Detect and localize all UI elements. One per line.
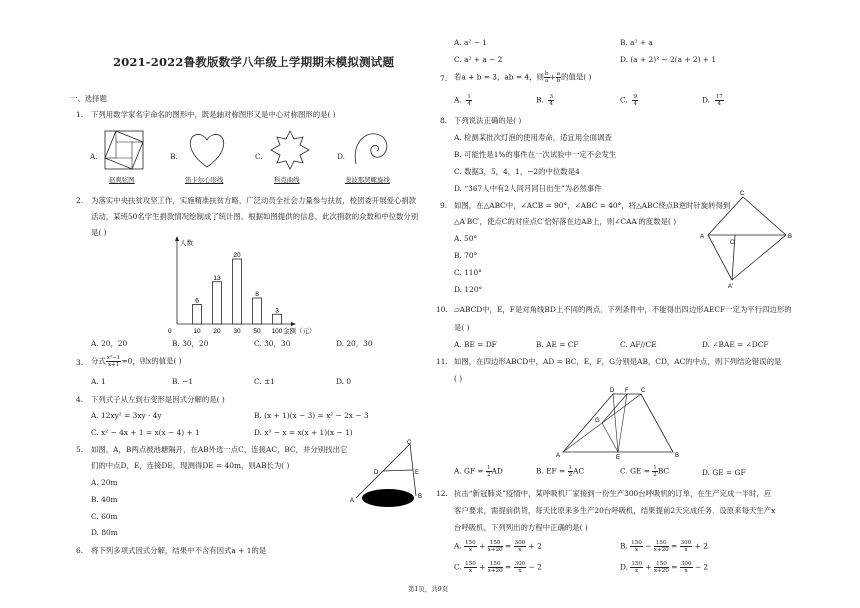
- koch-snowflake-figure: [270, 130, 310, 170]
- q12-a-fraction: [464, 540, 477, 553]
- q12-number: 12.: [436, 489, 448, 498]
- q12-fraction-denominator: x: [518, 568, 522, 574]
- q12-option-c[interactable]: [454, 561, 542, 574]
- q12-option-letter: B.: [620, 541, 631, 551]
- q12-fraction-denominator: x+20: [487, 568, 503, 574]
- q6-option-d[interactable]: D. (a + 2)² − 2(a + 2) + 1: [620, 55, 717, 64]
- q11-a-den: 2: [486, 472, 491, 478]
- q12-fraction-denominator: x: [635, 568, 639, 574]
- chart-x-arrow: [291, 322, 296, 326]
- q7-option-d[interactable]: [702, 94, 724, 107]
- chart-bar: [273, 314, 282, 324]
- q7-number: 7.: [440, 74, 448, 83]
- q7-c-num: 9: [633, 94, 638, 100]
- q5-stem-line2: 们的中点D，E，连接DE，现测得DE = 40m，则AB长为( ): [91, 461, 290, 470]
- chart-bar: [253, 298, 262, 324]
- q1-caption-d: 斐波那契螺旋线: [345, 176, 390, 184]
- rotation-triangle-figure: [700, 188, 800, 288]
- q11-label-e: E: [616, 455, 621, 461]
- chart-value-label: 13: [213, 274, 221, 282]
- q1-caption-a: 赵爽弦图: [109, 176, 135, 184]
- q12-fraction-numerator: 150: [631, 561, 643, 567]
- donation-bar-chart: [165, 236, 335, 336]
- q10-stem-line1: ▱ABCD中，E，F是对角线BD上不同的两点．下列条件中，不能得出四边形AECF一定为平行四边形的: [454, 305, 792, 314]
- q8-number: 8.: [440, 116, 448, 125]
- q12-fraction-denominator: x: [518, 547, 522, 553]
- q12-equals: =: [668, 562, 680, 572]
- q7-d-num: 17: [715, 94, 723, 100]
- q12-operator: +: [643, 562, 654, 572]
- q1-option-d[interactable]: D.: [337, 152, 346, 161]
- q7-option-b[interactable]: [536, 94, 554, 107]
- q8-option-a[interactable]: A. 检测某批次灯泡的使用寿命，适宜用全面调查: [454, 133, 612, 142]
- q12-a-fraction: [514, 540, 527, 553]
- q6-option-a[interactable]: A. a² − 1: [454, 38, 487, 47]
- q7-f2-num: a: [556, 71, 561, 77]
- q1-stem: 下列用数学家名字命名的图形中，既是轴对称图形又是中心对称图形的是( ): [91, 110, 336, 119]
- q12-fraction-numerator: 300: [680, 561, 692, 567]
- q10-option-c[interactable]: C. AF//CE: [620, 340, 657, 349]
- q2-option-a[interactable]: A. 20，20: [91, 339, 128, 348]
- q6-number: 6.: [76, 546, 84, 555]
- q12-c-fraction: [488, 561, 503, 574]
- q12-stem-line1: 抗击“新冠肺炎”疫情中，某呼吸机厂家接到一份生产300台呼吸机的订单，在生产完成一半时，应: [454, 489, 772, 498]
- q9-option-d[interactable]: D. 120°: [454, 285, 483, 294]
- q8-option-b[interactable]: B. 可能性是1%的事件在一次试验中一定不会发生: [454, 150, 617, 159]
- q2-stem-line2: 活动，某班50名学生捐款情况绘制成了统计图。根据如图提供的信息，此次捐款的众数和中位数分别: [91, 212, 419, 221]
- chart-bar: [233, 259, 242, 324]
- q7-b-frac: [548, 94, 554, 107]
- q6-stem: 将下列多项式因式分解，结果中不含有因式a + 1的是: [91, 546, 267, 555]
- q12-fraction-denominator: x+20: [487, 547, 503, 553]
- q11-c-text: C. GE =: [620, 466, 650, 476]
- q11-a-num: 1: [486, 465, 491, 471]
- q11-c-tail: BC: [657, 466, 670, 476]
- q12-option-letter: D.: [620, 562, 631, 572]
- q2-option-c[interactable]: C. 30，30: [254, 339, 291, 348]
- q1-caption-b: 笛卡尔心形线: [185, 176, 224, 184]
- q11-stem-line1: 如图，在四边形ABCD中，AD = BC，E，F，G分别是AB，CD，AC的中点，则下列结论错误的是: [454, 357, 782, 366]
- page-title: 2021-2022鲁教版数学八年级上学期期末模拟测试题: [113, 55, 395, 69]
- q7-d-den: 4: [717, 101, 722, 107]
- q7-a-letter: A.: [454, 95, 462, 105]
- q1-option-c[interactable]: C.: [255, 152, 263, 161]
- chart-tick-label: 30: [233, 328, 241, 335]
- q7-stem: 若a + b = 3，ab = 4，则 $\frac{b}{a}$ + $\frac{a}{b}$ 的值是( ): [454, 71, 592, 84]
- q5-label-c: C: [407, 440, 412, 446]
- q7-a-den: 4: [467, 101, 471, 107]
- q11-b-tail: AC: [573, 466, 585, 476]
- chart-tick-label: 20: [213, 328, 221, 335]
- q7-option-a[interactable]: [454, 94, 472, 107]
- q5-label-d: D: [374, 470, 379, 476]
- q7-b-num: 3: [549, 94, 554, 100]
- q4-option-d[interactable]: D. x³ − x = x(x + 1)(x − 1): [254, 428, 353, 437]
- q12-fraction-denominator: x: [468, 568, 473, 574]
- q12-fraction-numerator: 150: [654, 540, 669, 547]
- q7-c-letter: C.: [620, 95, 628, 105]
- q11-label-g: G: [595, 418, 600, 424]
- q8-option-d[interactable]: D. “367人中有2人同月同日出生”为必然事件: [454, 184, 602, 193]
- q7-d-frac: [715, 94, 724, 107]
- q10-option-d[interactable]: D. ∠BAE = ∠DCF: [702, 340, 769, 349]
- q11-label-b: B: [675, 453, 680, 459]
- q12-a-fraction: [488, 540, 503, 553]
- q9-stem-line1: 如图，在△ABC中，∠ACB = 90°，∠ABC = 40°，将△ABC绕点B逆时针旋转得到: [454, 201, 731, 210]
- q3-option-a[interactable]: A. 1: [91, 377, 106, 386]
- q9-option-b[interactable]: B. 70°: [454, 251, 478, 260]
- q11-b-text: B. EF =: [536, 466, 566, 476]
- q7-c-frac: [632, 94, 638, 107]
- q12-fraction-numerator: 150: [654, 561, 669, 568]
- q11-a-tail: AD: [491, 466, 503, 476]
- q9-label-a-prime: A′: [728, 284, 734, 290]
- q7-d-letter: D.: [702, 95, 711, 105]
- q9-number: 9.: [440, 201, 448, 210]
- q12-fraction-denominator: x: [468, 547, 472, 553]
- q2-stem-line1: 为落实中央扶贫攻坚工作，实施精准扶贫方略，广泛动员全社会力量参与扶贫，校团委开展爱心捐款: [91, 196, 417, 205]
- q12-fraction-numerator: 300: [680, 540, 692, 546]
- q3-option-b[interactable]: B. −1: [172, 377, 194, 386]
- q7-f2-den: b: [556, 78, 561, 84]
- q4-option-b[interactable]: B. (x + 1)(x − 3) = x² − 2x − 3: [254, 411, 369, 420]
- q12-option-letter: A.: [454, 541, 465, 551]
- q12-fraction-denominator: x: [684, 568, 688, 574]
- chart-y-label: 人数: [180, 240, 193, 247]
- chart-bar: [213, 282, 222, 324]
- q3-fraction-numerator: x²−1: [106, 355, 121, 361]
- q12-option-letter: C.: [454, 562, 465, 572]
- q5-number: 5.: [76, 445, 84, 454]
- q12-fraction-numerator: 300: [514, 540, 526, 546]
- q3-fraction: [106, 355, 122, 368]
- q3-number: 3.: [76, 358, 84, 367]
- q5-label-b: B: [418, 494, 423, 500]
- q7-stem-pre: 若a + b = 3，ab = 4，则: [454, 72, 544, 82]
- q7-b-den: 4: [549, 101, 554, 107]
- zhao-shuang-figure: [104, 130, 144, 170]
- q1-number: 1.: [76, 110, 84, 119]
- q8-stem: 下列说法正确的是( ): [454, 116, 522, 125]
- q12-b-fraction: [654, 540, 669, 553]
- q4-stem: 下列式子从左到右变形是因式分解的是( ): [91, 395, 225, 404]
- q9-option-a[interactable]: A. 50°: [454, 234, 478, 243]
- q2-option-b[interactable]: B. 30，20: [172, 339, 209, 348]
- q9-option-c[interactable]: C. 110°: [454, 268, 482, 277]
- q9-label-b: B: [788, 234, 793, 240]
- q12-fraction-numerator: 150: [488, 540, 503, 547]
- q2-option-d[interactable]: D. 20，30: [336, 339, 373, 348]
- q7-a-frac: [466, 94, 472, 107]
- q3-option-d[interactable]: D. 0: [336, 377, 352, 386]
- chart-value-label: 20: [233, 252, 241, 259]
- q12-fraction-denominator: x: [684, 547, 688, 553]
- q3-stem-post: =0，则x的值是( ): [121, 356, 182, 366]
- q1-caption-c: 科克曲线: [274, 176, 300, 184]
- q11-b-num: 1: [568, 465, 573, 471]
- q9-label-c-prime: C′: [730, 240, 736, 246]
- q12-equals: =: [668, 541, 680, 551]
- chart-tick-label: 100: [271, 328, 283, 335]
- q12-c-fraction: [464, 561, 477, 574]
- q12-fraction-numerator: 150: [465, 561, 476, 567]
- q12-c-fraction: [514, 561, 527, 574]
- q12-b-fraction: [680, 540, 693, 553]
- q7-option-c[interactable]: [620, 94, 638, 107]
- q12-b-fraction: [630, 540, 643, 553]
- q3-stem-pre: 分式: [91, 356, 106, 366]
- q11-number: 11.: [436, 357, 448, 366]
- section-heading: 一、选择题: [70, 94, 107, 103]
- q6-option-c[interactable]: C. a² + a − 2: [454, 55, 503, 64]
- q12-fraction-numerator: 150: [488, 561, 503, 568]
- quadrilateral-figure: [555, 386, 695, 461]
- q12-tail: − 2: [526, 562, 542, 572]
- q12-option-b[interactable]: [620, 540, 708, 553]
- cardioid-figure: [187, 132, 227, 168]
- chart-tick-label: 10: [193, 328, 201, 335]
- q4-number: 4.: [76, 395, 84, 404]
- q12-fraction-numerator: 300: [514, 561, 526, 567]
- q11-c-num: 1: [653, 465, 657, 471]
- q11-option-c[interactable]: [620, 465, 669, 478]
- q12-equals: =: [502, 541, 514, 551]
- fibonacci-spiral-figure: [350, 130, 390, 168]
- q3-stem: [91, 355, 182, 368]
- q5-option-b[interactable]: B. 40m: [91, 495, 118, 504]
- q6-option-b[interactable]: B. a² + a: [620, 38, 653, 47]
- q12-tail: + 2: [692, 541, 708, 551]
- q7-fraction-1: [544, 71, 550, 84]
- pond-triangle-figure: [350, 438, 425, 508]
- q4-option-a[interactable]: A. 12xy² = 3xy · 4y: [91, 411, 162, 420]
- q7-stem-post: 的值是( ): [561, 72, 592, 82]
- q11-c-den: 2: [653, 472, 657, 478]
- q11-label-a: A: [556, 453, 561, 459]
- chart-value-label: 8: [255, 291, 259, 298]
- q3-option-c[interactable]: C. ±1: [254, 377, 275, 386]
- q11-label-d: D: [610, 388, 615, 394]
- q10-stem-line2: 是( ): [454, 323, 470, 332]
- q12-operator: −: [642, 541, 654, 551]
- q12-tail: − 2: [692, 562, 709, 572]
- q11-option-d[interactable]: D. GE = GF: [702, 468, 746, 477]
- q11-label-f: F: [625, 388, 629, 394]
- q10-option-a[interactable]: A. BE = DF: [454, 340, 497, 349]
- q12-option-d[interactable]: [620, 561, 708, 574]
- q12-operator: +: [476, 562, 488, 572]
- q5-stem-line1: 如图，A，B两点被池塘隔开，在AB外选一点C，连接AC，BC，并分别找出它: [91, 445, 348, 454]
- q5-option-d[interactable]: D. 80m: [91, 528, 118, 537]
- q11-a-text: A. GF =: [454, 466, 484, 476]
- q2-number: 2.: [76, 196, 84, 205]
- q12-stem-line2: 客户要求，需提前供货，每天比原来多生产20台呼吸机，结果提前2天完成任务．设原来每天生产x: [454, 506, 776, 515]
- q5-label-a: A: [350, 498, 355, 504]
- q12-d-fraction: [630, 561, 643, 574]
- q11-stem-line2: ( ): [454, 374, 463, 383]
- chart-bar: [193, 305, 202, 325]
- q12-equals: =: [502, 562, 514, 572]
- q12-stem-line3: 台呼吸机，下列列出的方程中正确的是( ): [454, 523, 588, 532]
- q9-label-c: C: [740, 191, 745, 197]
- q12-fraction-denominator: x+20: [653, 568, 669, 574]
- q12-d-fraction: [654, 561, 669, 574]
- q12-fraction-numerator: 150: [631, 540, 642, 546]
- q7-f1-num: b: [544, 71, 549, 77]
- q11-option-a[interactable]: [454, 465, 503, 478]
- chart-value-label: 6: [195, 297, 199, 305]
- chart-tick-label: 50: [253, 328, 261, 335]
- q7-c-den: 4: [633, 101, 638, 107]
- q5-option-c[interactable]: C. 60m: [91, 512, 118, 521]
- q4-option-c[interactable]: C. x² − 4x + 1 = x(x − 4) + 1: [91, 428, 200, 437]
- chart-origin-label: 0: [168, 328, 172, 335]
- chart-value-label: 3: [275, 307, 279, 315]
- q7-a-num: 1: [467, 94, 471, 100]
- q10-option-b[interactable]: B. AE = CF: [536, 340, 579, 349]
- q12-tail: + 2: [526, 541, 542, 551]
- q12-fraction-numerator: 150: [465, 540, 476, 546]
- q9-label-a: A: [700, 234, 705, 240]
- q11-b-den: 2: [568, 472, 573, 478]
- q1-option-b[interactable]: B.: [170, 152, 178, 161]
- q11-option-b[interactable]: [536, 465, 584, 478]
- q8-option-c[interactable]: C. 数据3，5，4，1，−2的中位数是4: [454, 167, 580, 176]
- q5-option-a[interactable]: A. 20m: [91, 478, 118, 487]
- q2-stem-line3: 是( ): [91, 228, 107, 237]
- q3-fraction-denominator: x+1: [107, 362, 120, 368]
- chart-y-arrow: [175, 236, 179, 241]
- q7-b-letter: B.: [536, 95, 544, 105]
- q12-fraction-denominator: x+20: [653, 547, 669, 553]
- chart-x-label: 金额（元）: [283, 328, 316, 335]
- q9-stem-line2: △A′BC′，使点C的对应点C′恰好落在边AB上，则∠CAA′的度数是( ): [454, 217, 677, 226]
- q12-d-fraction: [680, 561, 693, 574]
- q11-label-c: C: [641, 388, 646, 394]
- q5-label-e: E: [415, 470, 420, 476]
- q12-operator: +: [476, 541, 488, 551]
- q12-option-a[interactable]: [454, 540, 542, 553]
- page-footer: 第1页，共9页: [408, 585, 449, 593]
- q7-f1-den: a: [545, 78, 549, 84]
- q1-option-a[interactable]: A.: [90, 152, 98, 161]
- q10-number: 10.: [436, 305, 448, 314]
- q12-fraction-denominator: x: [634, 547, 639, 553]
